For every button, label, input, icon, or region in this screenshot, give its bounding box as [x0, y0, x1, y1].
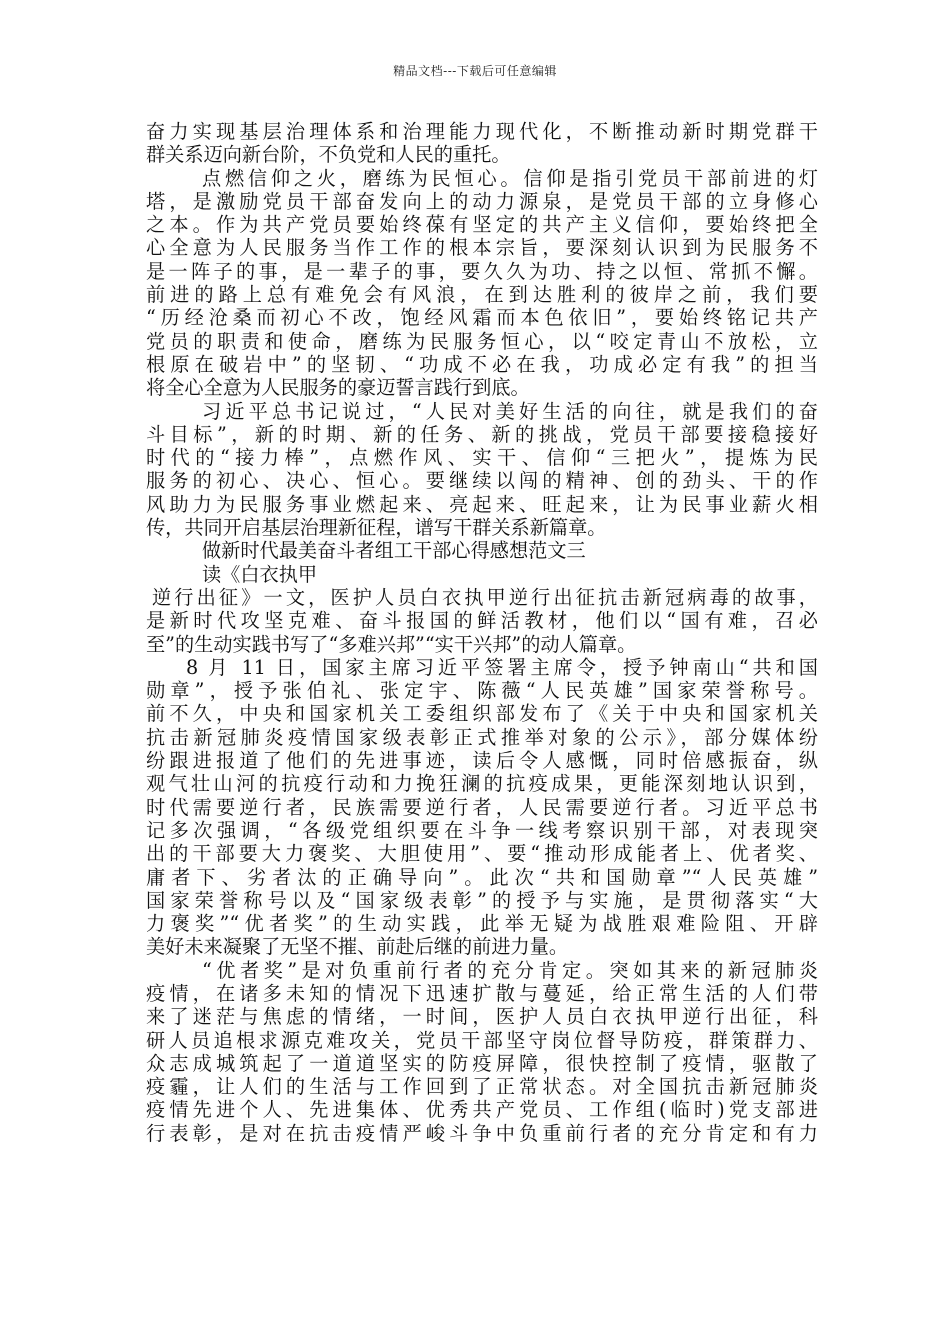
text-line: 来了迷茫与焦虑的情绪，一时间，医护人员白衣执甲逆行出征，科 — [146, 1005, 818, 1029]
text-line: 庸者下、劣者汰的正确导向”。此次“共和国勋章”“人民英雄” — [146, 865, 818, 889]
text-line: 逆行出征》一文，医护人员白衣执甲逆行出征抗击新冠病毒的故事， — [152, 585, 818, 609]
text-line: 心全意为人民服务当作工作的根本宗旨，要深刻认识到为民服务不 — [146, 236, 818, 260]
text-line: 将全心全意为人民服务的豪迈誓言践行到底。 — [146, 376, 530, 400]
text-line: 前进的路上总有难免会有风浪，在到达胜利的彼岸之前，我们要 — [146, 283, 818, 307]
text-line: 传，共同开启基层治理新征程，谱写干群关系新篇章。 — [146, 516, 607, 540]
text-line: 疫情先进个人、先进集体、优秀共产党员、工作组(临时)党支部进 — [146, 1098, 818, 1122]
text-line: 勋章”，授予张伯礼、张定宇、陈薇“人民英雄”国家荣誉称号。 — [146, 679, 818, 703]
text-line: 至”的生动实践书写了“多难兴邦”“实干兴邦”的动人篇章。 — [146, 632, 637, 656]
text-line: 美好未来凝聚了无坚不摧、前赴后继的前进力量。 — [146, 935, 569, 959]
text-line: 服务的初心、决心、恒心。要继续以闯的精神、创的劲头、干的作 — [146, 469, 818, 493]
text-line: 是新时代攻坚克难、奋斗报国的鲜活教材，他们以“国有难，召必 — [146, 609, 818, 633]
text-line: 塔，是激励党员干部奋发向上的动力源泉，是党员干部的立身修心 — [146, 189, 818, 213]
text-line: 观气壮山河的抗疫行动和力挽狂澜的抗疫成果，更能深刻地认识到， — [146, 772, 818, 796]
text-line: 研人员追根求源克难攻关，党员干部坚守岗位督导防疫，群策群力、 — [146, 1028, 818, 1052]
text-line: 是一阵子的事，是一辈子的事，要久久为功、持之以恒、常抓不懈。 — [146, 259, 818, 283]
text-line: 前不久，中央和国家机关工委组织部发布了《关于中央和国家机关 — [146, 702, 818, 726]
text-line: 之本。作为共产党员要始终葆有坚定的共产主义信仰，要始终把全 — [146, 213, 818, 237]
text-line: 时代需要逆行者，民族需要逆行者，人民需要逆行者。习近平总书 — [146, 795, 818, 819]
text-line: 记多次强调，“各级党组织要在斗争一线考察识别干部，对表现突 — [146, 818, 818, 842]
text-line: 纷跟进报道了他们的先进事迹，读后令人感慨，同时倍感振奋，纵 — [146, 749, 818, 773]
text-line: 疫情，在诸多未知的情况下迅速扩散与蔓延，给正常生活的人们带 — [146, 981, 818, 1005]
text-line: 时代的“接力棒”，点燃作风、实干、信仰“三把火”，提炼为民 — [146, 446, 818, 470]
text-line: 疫霾，让人们的生活与工作回到了正常状态。对全国抗击新冠肺炎 — [146, 1075, 818, 1099]
text-line: 众志成城筑起了一道道坚实的防疫屏障，很快控制了疫情，驱散了 — [146, 1051, 818, 1075]
section-title: 做新时代最美奋斗者组工干部心得感想范文三 — [202, 539, 586, 563]
text-line: 党员的职责和使命，磨练为民服务恒心，以“咬定青山不放松，立 — [146, 329, 818, 353]
text-line: “历经沧桑而初心不改，饱经风霜而本色依旧”，要始终铭记共产 — [146, 306, 818, 330]
text-line: “优者奖”是对负重前行者的充分肯定。突如其来的新冠肺炎 — [202, 958, 818, 982]
text-line: 抗击新冠肺炎疫情国家级表彰正式推举对象的公示》，部分媒体纷 — [146, 725, 818, 749]
text-line: 风助力为民服务事业燃起来、亮起来、旺起来，让为民事业薪火相 — [146, 492, 818, 516]
text-line: 出的干部要大力褒奖、大胆使用”、要“推动形成能者上、优者奖、 — [146, 842, 818, 866]
text-line: 国家荣誉称号以及“国家级表彰”的授予与实施，是贯彻落实“大 — [146, 888, 818, 912]
page-header: 精品文档---下载后可任意编辑 — [393, 64, 557, 78]
text-line: 读《白衣执甲 — [202, 562, 318, 586]
text-line: 根原在破岩中”的坚韧、“功成不必在我，功成必定有我”的担当 — [146, 352, 818, 376]
text-line: 斗目标”，新的时期、新的任务、新的挑战，党员干部要接稳接好 — [146, 422, 818, 446]
text-line: 行表彰，是对在抗击疫情严峻斗争中负重前行者的充分肯定和有力 — [146, 1121, 818, 1145]
text-line: 8 月 11 日，国家主席习近平签署主席令，授予钟南山“共和国 — [186, 655, 818, 679]
text-line: 奋力实现基层治理体系和治理能力现代化，不断推动新时期党群干 — [146, 120, 818, 143]
text-line: 力褒奖”“优者奖”的生动实践，此举无疑为战胜艰难险阻、开辟 — [146, 912, 818, 936]
document-body — [146, 120, 818, 1145]
text-line: 习近平总书记说过，“人民对美好生活的向往，就是我们的奋 — [202, 399, 818, 423]
text-line: 点燃信仰之火，磨练为民恒心。信仰是指引党员干部前进的灯 — [202, 166, 818, 190]
text-line: 群关系迈向新台阶，不负党和人民的重托。 — [146, 143, 511, 167]
